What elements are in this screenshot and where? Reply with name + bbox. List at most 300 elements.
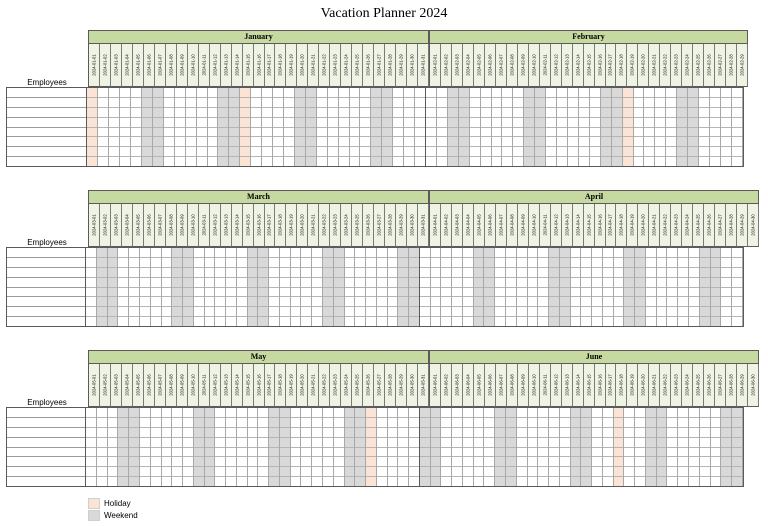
day-cell[interactable] xyxy=(592,428,602,438)
day-cell[interactable] xyxy=(560,428,570,438)
day-cell[interactable] xyxy=(524,137,534,147)
employee-name-cell[interactable] xyxy=(7,268,85,278)
day-cell[interactable] xyxy=(398,288,408,298)
day-cell[interactable] xyxy=(624,408,634,418)
day-cell[interactable] xyxy=(248,288,258,298)
day-cell[interactable] xyxy=(689,477,699,486)
day-cell[interactable] xyxy=(657,477,667,486)
day-cell[interactable] xyxy=(162,248,172,258)
day-cell[interactable] xyxy=(97,467,107,477)
day-cell[interactable] xyxy=(355,448,365,458)
day-cell[interactable] xyxy=(86,438,96,448)
day-cell[interactable] xyxy=(345,438,355,448)
day-cell[interactable] xyxy=(393,137,403,147)
day-cell[interactable] xyxy=(614,307,624,317)
day-cell[interactable] xyxy=(398,268,408,278)
employee-name-cell[interactable] xyxy=(7,248,85,258)
day-cell[interactable] xyxy=(666,88,676,98)
day-cell[interactable] xyxy=(592,307,602,317)
day-cell[interactable] xyxy=(463,457,473,467)
day-cell[interactable] xyxy=(492,88,502,98)
day-cell[interactable] xyxy=(721,118,731,128)
day-cell[interactable] xyxy=(366,408,376,418)
day-cell[interactable] xyxy=(677,137,687,147)
day-cell[interactable] xyxy=(484,438,494,448)
day-cell[interactable] xyxy=(208,88,218,98)
day-cell[interactable] xyxy=(194,297,204,307)
day-cell[interactable] xyxy=(131,108,141,118)
day-cell[interactable] xyxy=(215,288,225,298)
day-cell[interactable] xyxy=(441,428,451,438)
day-cell[interactable] xyxy=(218,157,228,166)
day-cell[interactable] xyxy=(129,418,139,428)
day-cell[interactable] xyxy=(409,477,419,486)
day-cell[interactable] xyxy=(197,98,207,108)
day-cell[interactable] xyxy=(528,408,538,418)
day-cell[interactable] xyxy=(517,438,527,448)
day-cell[interactable] xyxy=(474,288,484,298)
day-cell[interactable] xyxy=(677,118,687,128)
day-cell[interactable] xyxy=(393,118,403,128)
day-cell[interactable] xyxy=(601,157,611,166)
day-cell[interactable] xyxy=(240,137,250,147)
day-cell[interactable] xyxy=(87,157,97,166)
day-cell[interactable] xyxy=(528,317,538,326)
day-cell[interactable] xyxy=(108,248,118,258)
day-cell[interactable] xyxy=(612,88,622,98)
day-cell[interactable] xyxy=(208,157,218,166)
day-cell[interactable] xyxy=(129,297,139,307)
day-cell[interactable] xyxy=(624,467,634,477)
day-cell[interactable] xyxy=(393,108,403,118)
day-cell[interactable] xyxy=(689,418,699,428)
day-cell[interactable] xyxy=(323,467,333,477)
day-cell[interactable] xyxy=(549,248,559,258)
day-cell[interactable] xyxy=(208,147,218,157)
day-cell[interactable] xyxy=(334,448,344,458)
day-cell[interactable] xyxy=(312,448,322,458)
day-cell[interactable] xyxy=(721,408,731,418)
day-cell[interactable] xyxy=(248,448,258,458)
day-cell[interactable] xyxy=(108,457,118,467)
day-cell[interactable] xyxy=(258,297,268,307)
day-cell[interactable] xyxy=(226,248,236,258)
day-cell[interactable] xyxy=(240,128,250,138)
day-cell[interactable] xyxy=(603,268,613,278)
day-cell[interactable] xyxy=(162,467,172,477)
day-cell[interactable] xyxy=(603,418,613,428)
day-cell[interactable] xyxy=(535,108,545,118)
day-cell[interactable] xyxy=(581,317,591,326)
day-cell[interactable] xyxy=(524,128,534,138)
day-cell[interactable] xyxy=(280,448,290,458)
day-cell[interactable] xyxy=(655,147,665,157)
day-cell[interactable] xyxy=(646,418,656,428)
day-cell[interactable] xyxy=(262,157,272,166)
day-cell[interactable] xyxy=(560,408,570,418)
day-cell[interactable] xyxy=(623,137,633,147)
day-cell[interactable] xyxy=(732,317,742,326)
day-cell[interactable] xyxy=(624,477,634,486)
day-cell[interactable] xyxy=(592,258,602,268)
day-cell[interactable] xyxy=(377,428,387,438)
day-cell[interactable] xyxy=(273,128,283,138)
day-cell[interactable] xyxy=(635,268,645,278)
day-cell[interactable] xyxy=(592,418,602,428)
day-cell[interactable] xyxy=(700,457,710,467)
day-cell[interactable] xyxy=(291,457,301,467)
day-cell[interactable] xyxy=(87,128,97,138)
day-cell[interactable] xyxy=(603,307,613,317)
day-cell[interactable] xyxy=(98,98,108,108)
day-cell[interactable] xyxy=(538,457,548,467)
day-cell[interactable] xyxy=(506,448,516,458)
day-cell[interactable] xyxy=(688,147,698,157)
day-cell[interactable] xyxy=(388,248,398,258)
day-cell[interactable] xyxy=(312,467,322,477)
employee-name-cell[interactable] xyxy=(7,137,86,147)
day-cell[interactable] xyxy=(371,118,381,128)
day-cell[interactable] xyxy=(312,457,322,467)
day-cell[interactable] xyxy=(581,268,591,278)
day-cell[interactable] xyxy=(398,297,408,307)
day-cell[interactable] xyxy=(592,288,602,298)
day-cell[interactable] xyxy=(721,418,731,428)
employee-name-cell[interactable] xyxy=(7,467,85,477)
day-cell[interactable] xyxy=(437,157,447,166)
day-cell[interactable] xyxy=(273,147,283,157)
day-cell[interactable] xyxy=(205,457,215,467)
day-cell[interactable] xyxy=(571,428,581,438)
day-cell[interactable] xyxy=(151,418,161,428)
day-cell[interactable] xyxy=(710,108,720,118)
day-cell[interactable] xyxy=(291,477,301,486)
day-cell[interactable] xyxy=(120,108,130,118)
day-cell[interactable] xyxy=(657,408,667,418)
day-cell[interactable] xyxy=(366,258,376,268)
day-cell[interactable] xyxy=(251,118,261,128)
day-cell[interactable] xyxy=(269,258,279,268)
day-cell[interactable] xyxy=(623,98,633,108)
day-cell[interactable] xyxy=(492,137,502,147)
day-cell[interactable] xyxy=(339,137,349,147)
day-cell[interactable] xyxy=(431,268,441,278)
day-cell[interactable] xyxy=(237,248,247,258)
day-cell[interactable] xyxy=(183,418,193,428)
day-cell[interactable] xyxy=(162,258,172,268)
day-cell[interactable] xyxy=(258,477,268,486)
day-cell[interactable] xyxy=(506,317,516,326)
day-cell[interactable] xyxy=(273,88,283,98)
day-cell[interactable] xyxy=(98,118,108,128)
day-cell[interactable] xyxy=(151,317,161,326)
day-cell[interactable] xyxy=(186,137,196,147)
day-cell[interactable] xyxy=(269,448,279,458)
day-cell[interactable] xyxy=(109,118,119,128)
day-cell[interactable] xyxy=(667,258,677,268)
day-cell[interactable] xyxy=(393,157,403,166)
day-cell[interactable] xyxy=(398,448,408,458)
day-cell[interactable] xyxy=(426,128,436,138)
day-cell[interactable] xyxy=(492,157,502,166)
day-cell[interactable] xyxy=(301,297,311,307)
day-cell[interactable] xyxy=(721,88,731,98)
day-cell[interactable] xyxy=(581,297,591,307)
day-cell[interactable] xyxy=(689,408,699,418)
day-cell[interactable] xyxy=(301,278,311,288)
day-cell[interactable] xyxy=(732,428,742,438)
day-cell[interactable] xyxy=(441,448,451,458)
day-cell[interactable] xyxy=(700,448,710,458)
day-cell[interactable] xyxy=(151,258,161,268)
day-cell[interactable] xyxy=(546,128,556,138)
day-cell[interactable] xyxy=(301,268,311,278)
day-cell[interactable] xyxy=(448,98,458,108)
day-cell[interactable] xyxy=(269,418,279,428)
day-cell[interactable] xyxy=(635,317,645,326)
day-cell[interactable] xyxy=(420,418,430,428)
day-cell[interactable] xyxy=(153,118,163,128)
day-cell[interactable] xyxy=(194,438,204,448)
day-cell[interactable] xyxy=(142,157,152,166)
day-cell[interactable] xyxy=(624,268,634,278)
day-cell[interactable] xyxy=(463,307,473,317)
day-cell[interactable] xyxy=(549,297,559,307)
day-cell[interactable] xyxy=(538,408,548,418)
day-cell[interactable] xyxy=(409,428,419,438)
day-cell[interactable] xyxy=(377,457,387,467)
day-cell[interactable] xyxy=(517,418,527,428)
day-cell[interactable] xyxy=(635,418,645,428)
day-cell[interactable] xyxy=(560,258,570,268)
day-cell[interactable] xyxy=(592,317,602,326)
day-cell[interactable] xyxy=(667,288,677,298)
day-cell[interactable] xyxy=(699,128,709,138)
day-cell[interactable] xyxy=(323,317,333,326)
day-cell[interactable] xyxy=(312,258,322,268)
day-cell[interactable] xyxy=(495,477,505,486)
day-cell[interactable] xyxy=(151,477,161,486)
day-cell[interactable] xyxy=(513,128,523,138)
day-cell[interactable] xyxy=(183,288,193,298)
day-cell[interactable] xyxy=(506,408,516,418)
day-cell[interactable] xyxy=(183,428,193,438)
day-cell[interactable] xyxy=(415,118,425,128)
day-cell[interactable] xyxy=(164,118,174,128)
day-cell[interactable] xyxy=(355,307,365,317)
day-cell[interactable] xyxy=(118,317,128,326)
day-cell[interactable] xyxy=(262,88,272,98)
day-cell[interactable] xyxy=(415,157,425,166)
day-cell[interactable] xyxy=(667,418,677,428)
day-cell[interactable] xyxy=(710,98,720,108)
day-cell[interactable] xyxy=(614,317,624,326)
day-cell[interactable] xyxy=(280,268,290,278)
day-cell[interactable] xyxy=(323,418,333,428)
day-cell[interactable] xyxy=(393,98,403,108)
day-cell[interactable] xyxy=(87,98,97,108)
day-cell[interactable] xyxy=(732,147,742,157)
day-cell[interactable] xyxy=(86,477,96,486)
day-cell[interactable] xyxy=(269,268,279,278)
day-cell[interactable] xyxy=(345,448,355,458)
day-cell[interactable] xyxy=(366,477,376,486)
day-cell[interactable] xyxy=(87,147,97,157)
day-cell[interactable] xyxy=(97,457,107,467)
day-cell[interactable] xyxy=(328,147,338,157)
day-cell[interactable] xyxy=(474,268,484,278)
day-cell[interactable] xyxy=(258,307,268,317)
day-cell[interactable] xyxy=(700,408,710,418)
day-cell[interactable] xyxy=(623,88,633,98)
day-cell[interactable] xyxy=(612,128,622,138)
day-cell[interactable] xyxy=(120,98,130,108)
day-cell[interactable] xyxy=(634,137,644,147)
day-cell[interactable] xyxy=(120,137,130,147)
day-cell[interactable] xyxy=(699,108,709,118)
day-cell[interactable] xyxy=(194,457,204,467)
day-cell[interactable] xyxy=(118,258,128,268)
day-cell[interactable] xyxy=(334,477,344,486)
day-cell[interactable] xyxy=(678,278,688,288)
day-cell[interactable] xyxy=(463,448,473,458)
day-cell[interactable] xyxy=(667,278,677,288)
day-cell[interactable] xyxy=(208,137,218,147)
day-cell[interactable] xyxy=(248,248,258,258)
day-cell[interactable] xyxy=(377,438,387,448)
day-cell[interactable] xyxy=(678,477,688,486)
day-cell[interactable] xyxy=(678,408,688,418)
day-cell[interactable] xyxy=(506,297,516,307)
day-cell[interactable] xyxy=(339,128,349,138)
day-cell[interactable] xyxy=(129,428,139,438)
day-cell[interactable] xyxy=(398,278,408,288)
day-cell[interactable] xyxy=(377,248,387,258)
day-cell[interactable] xyxy=(528,258,538,268)
day-cell[interactable] xyxy=(635,477,645,486)
day-cell[interactable] xyxy=(732,118,742,128)
day-cell[interactable] xyxy=(581,448,591,458)
day-cell[interactable] xyxy=(323,268,333,278)
day-cell[interactable] xyxy=(215,297,225,307)
day-cell[interactable] xyxy=(470,118,480,128)
day-cell[interactable] xyxy=(601,98,611,108)
day-cell[interactable] xyxy=(98,108,108,118)
day-cell[interactable] xyxy=(295,108,305,118)
day-cell[interactable] xyxy=(524,88,534,98)
day-cell[interactable] xyxy=(142,118,152,128)
day-cell[interactable] xyxy=(172,268,182,278)
day-cell[interactable] xyxy=(218,118,228,128)
day-cell[interactable] xyxy=(492,98,502,108)
day-cell[interactable] xyxy=(237,268,247,278)
day-cell[interactable] xyxy=(667,448,677,458)
day-cell[interactable] xyxy=(398,408,408,418)
day-cell[interactable] xyxy=(646,477,656,486)
day-cell[interactable] xyxy=(528,428,538,438)
day-cell[interactable] xyxy=(366,268,376,278)
day-cell[interactable] xyxy=(644,137,654,147)
day-cell[interactable] xyxy=(415,88,425,98)
day-cell[interactable] xyxy=(688,108,698,118)
day-cell[interactable] xyxy=(118,248,128,258)
day-cell[interactable] xyxy=(517,278,527,288)
day-cell[interactable] xyxy=(581,258,591,268)
day-cell[interactable] xyxy=(172,438,182,448)
day-cell[interactable] xyxy=(237,258,247,268)
day-cell[interactable] xyxy=(463,418,473,428)
day-cell[interactable] xyxy=(172,457,182,467)
day-cell[interactable] xyxy=(355,467,365,477)
day-cell[interactable] xyxy=(295,118,305,128)
day-cell[interactable] xyxy=(366,467,376,477)
day-cell[interactable] xyxy=(229,108,239,118)
day-cell[interactable] xyxy=(162,317,172,326)
day-cell[interactable] xyxy=(140,428,150,438)
day-cell[interactable] xyxy=(366,288,376,298)
day-cell[interactable] xyxy=(218,88,228,98)
day-cell[interactable] xyxy=(226,307,236,317)
day-cell[interactable] xyxy=(689,438,699,448)
day-cell[interactable] xyxy=(140,307,150,317)
day-cell[interactable] xyxy=(590,128,600,138)
day-cell[interactable] xyxy=(463,317,473,326)
day-cell[interactable] xyxy=(528,297,538,307)
day-cell[interactable] xyxy=(334,268,344,278)
day-cell[interactable] xyxy=(689,278,699,288)
day-cell[interactable] xyxy=(502,118,512,128)
day-cell[interactable] xyxy=(284,108,294,118)
day-cell[interactable] xyxy=(251,147,261,157)
day-cell[interactable] xyxy=(151,268,161,278)
day-cell[interactable] xyxy=(269,428,279,438)
day-cell[interactable] xyxy=(635,248,645,258)
day-cell[interactable] xyxy=(667,408,677,418)
day-cell[interactable] xyxy=(581,467,591,477)
day-cell[interactable] xyxy=(129,317,139,326)
day-cell[interactable] xyxy=(328,88,338,98)
day-cell[interactable] xyxy=(560,418,570,428)
employee-name-cell[interactable] xyxy=(7,428,85,438)
day-cell[interactable] xyxy=(183,477,193,486)
day-cell[interactable] xyxy=(109,108,119,118)
day-cell[interactable] xyxy=(140,258,150,268)
employee-name-cell[interactable] xyxy=(7,88,86,98)
day-cell[interactable] xyxy=(700,258,710,268)
day-cell[interactable] xyxy=(495,317,505,326)
day-cell[interactable] xyxy=(109,147,119,157)
day-cell[interactable] xyxy=(463,268,473,278)
day-cell[interactable] xyxy=(502,157,512,166)
day-cell[interactable] xyxy=(546,108,556,118)
day-cell[interactable] xyxy=(251,108,261,118)
day-cell[interactable] xyxy=(151,428,161,438)
day-cell[interactable] xyxy=(481,128,491,138)
day-cell[interactable] xyxy=(306,157,316,166)
day-cell[interactable] xyxy=(280,297,290,307)
day-cell[interactable] xyxy=(142,147,152,157)
day-cell[interactable] xyxy=(481,88,491,98)
day-cell[interactable] xyxy=(517,288,527,298)
day-cell[interactable] xyxy=(614,268,624,278)
day-cell[interactable] xyxy=(350,88,360,98)
day-cell[interactable] xyxy=(459,118,469,128)
day-cell[interactable] xyxy=(634,88,644,98)
day-cell[interactable] xyxy=(109,137,119,147)
day-cell[interactable] xyxy=(97,278,107,288)
day-cell[interactable] xyxy=(657,258,667,268)
day-cell[interactable] xyxy=(312,317,322,326)
